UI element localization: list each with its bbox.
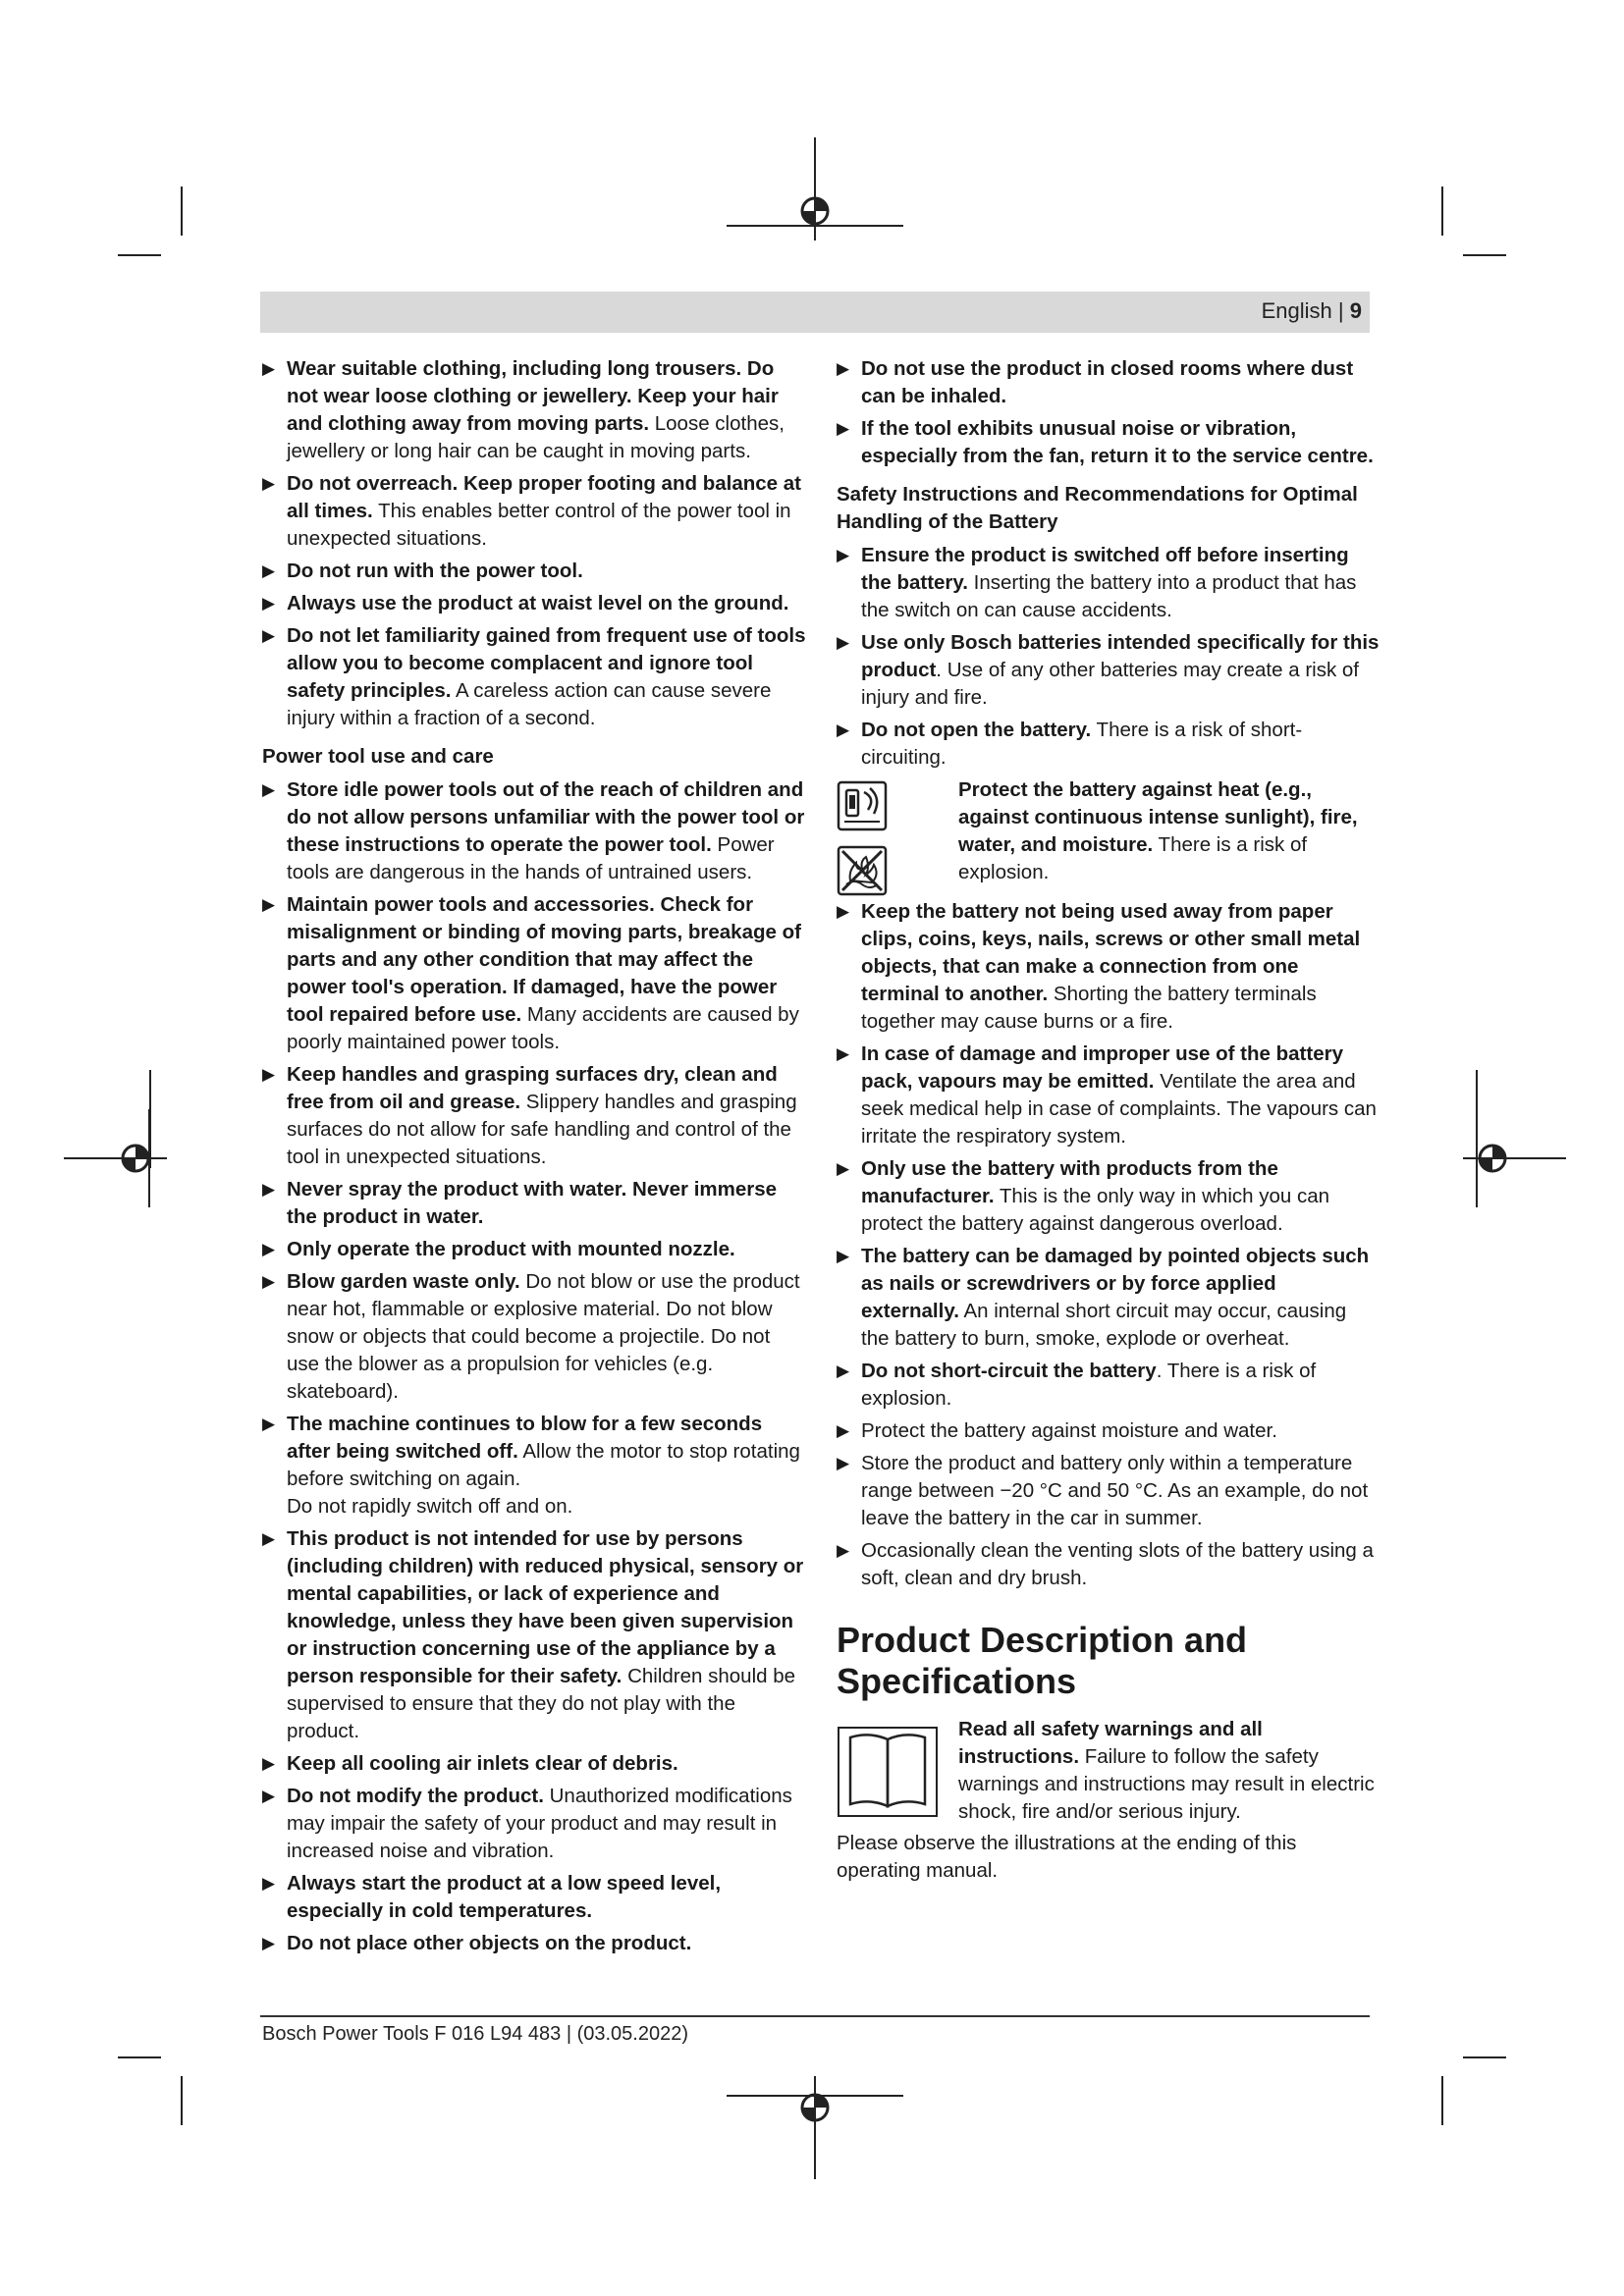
registration-mark-right xyxy=(1463,1099,1571,1217)
item-text: . There is a risk of explosion. xyxy=(861,1360,1317,1410)
triangle-bullet-icon: ▶ xyxy=(837,1044,850,1063)
crop-mark xyxy=(118,254,161,256)
list-item xyxy=(837,415,1380,470)
triangle-bullet-icon: ▶ xyxy=(262,780,276,799)
section-subheading: Power tool use and care xyxy=(262,745,494,768)
list-item xyxy=(837,1358,1380,1413)
list-item xyxy=(262,1176,807,1231)
read-manual-warning xyxy=(837,1716,1380,1826)
right-column xyxy=(837,355,1380,1885)
item-text: Protect the battery against moisture and water. xyxy=(861,1419,1277,1442)
triangle-bullet-icon: ▶ xyxy=(837,1541,850,1560)
list-item xyxy=(837,1417,1380,1445)
list-item xyxy=(262,1783,807,1865)
footer-text: Bosch Power Tools F 016 L94 483 | (03.05.2022) xyxy=(262,2023,688,2045)
triangle-bullet-icon: ▶ xyxy=(262,1240,276,1258)
triangle-bullet-icon: ▶ xyxy=(262,1934,276,1952)
triangle-bullet-icon: ▶ xyxy=(262,1272,276,1291)
item-text: Loose clothes, jewellery or long hair can be caught in moving parts. xyxy=(287,412,785,462)
triangle-bullet-icon: ▶ xyxy=(262,561,276,580)
list-item xyxy=(262,590,807,617)
registration-mark-left xyxy=(59,1099,167,1217)
item-bold-text: Protect the battery against heat (e.g., against continuous intense sunlight), fire, water, and moisture. xyxy=(958,778,1358,856)
item-bold-text: Only operate the product with mounted nozzle. xyxy=(287,1238,735,1260)
list-item xyxy=(262,1750,807,1778)
item-bold-text: Store idle power tools out of the reach of children and do not allow persons unfamiliar with the power tool or these instructions to operate the power tool. xyxy=(287,778,805,856)
list-item xyxy=(837,1041,1380,1150)
triangle-bullet-icon: ▶ xyxy=(262,359,276,378)
item-text: Allow the motor to stop rotating before switching on again. xyxy=(287,1440,800,1490)
item-bold-text: Do not modify the product. xyxy=(287,1785,544,1807)
crop-mark xyxy=(181,187,183,236)
item-bold-text: Keep the battery not being used away from paper clips, coins, keys, nails, screws or other small metal objects, that can make a connection from one terminal to another. xyxy=(861,900,1361,1005)
item-bold-text: If the tool exhibits unusual noise or vibration, especially from the fan, return it to the service centre. xyxy=(861,417,1374,467)
warning-icons xyxy=(837,780,892,904)
triangle-bullet-icon: ▶ xyxy=(262,474,276,493)
header-section: English xyxy=(1261,298,1332,323)
battery-heat-warning xyxy=(837,776,1380,894)
list-item xyxy=(837,1537,1380,1592)
page-number: 9 xyxy=(1349,298,1362,323)
sunlight-hazard-icon xyxy=(837,780,892,839)
list-item xyxy=(837,1450,1380,1532)
item-extra-text: Do not rapidly switch off and on. xyxy=(287,1495,573,1518)
item-bold-text: Always start the product at a low speed level, especially in cold temperatures. xyxy=(287,1872,722,1922)
list-item xyxy=(262,470,807,553)
list-item xyxy=(262,891,807,1056)
item-bold-text: Do not run with the power tool. xyxy=(287,560,583,582)
item-text: Power tools are dangerous in the hands of untrained users. xyxy=(287,833,775,883)
item-bold-text: Always use the product at waist level on the ground. xyxy=(287,592,789,614)
list-item xyxy=(837,629,1380,712)
item-bold-text: The battery can be damaged by pointed objects such as nails or screwdrivers or by force applied externally. xyxy=(861,1245,1370,1322)
item-text: Occasionally clean the venting slots of the battery using a soft, clean and dry brush. xyxy=(861,1539,1374,1589)
list-item xyxy=(837,1243,1380,1353)
item-bold-text: This product is not intended for use by persons (including children) with reduced physical, sensory or mental capabilities, or lack of experience and knowledge, unless they have been given supervision or instruction concerning use of the appliance by a person responsible for their safety. xyxy=(287,1527,804,1687)
triangle-bullet-icon: ▶ xyxy=(262,1180,276,1199)
paragraph: Please observe the illustrations at the ending of this operating manual. xyxy=(837,1832,1297,1882)
header-separator: | xyxy=(1337,298,1344,323)
list-item xyxy=(262,1525,807,1745)
item-bold-text: The machine continues to blow for a few seconds after being switched off. xyxy=(287,1413,763,1463)
list-item xyxy=(262,1411,807,1521)
triangle-bullet-icon: ▶ xyxy=(262,1787,276,1805)
list-item xyxy=(837,717,1380,772)
list-item xyxy=(262,1870,807,1925)
triangle-bullet-icon: ▶ xyxy=(262,594,276,613)
item-text: A careless action can cause severe injury within a fraction of a second. xyxy=(287,679,772,729)
triangle-bullet-icon: ▶ xyxy=(262,895,276,914)
list-item xyxy=(837,1155,1380,1238)
item-bold-text: Maintain power tools and accessories. Check for misalignment or binding of moving parts, breakage of parts and any other condition that may affect the power tool's operation. If damaged, have the power tool repaired before use. xyxy=(287,893,801,1026)
list-item xyxy=(262,1268,807,1406)
item-bold-text: Never spray the product with water. Never immerse the product in water. xyxy=(287,1178,778,1228)
registration-mark-bottom xyxy=(727,2076,903,2184)
item-bold-text: In case of damage and improper use of the battery pack, vapours may be emitted. xyxy=(861,1042,1343,1093)
item-text: This enables better control of the power tool in unexpected situations. xyxy=(287,500,791,550)
item-text: Slippery handles and grasping surfaces do not allow for safe handling and control of the tool in unexpected situations. xyxy=(287,1091,797,1168)
triangle-bullet-icon: ▶ xyxy=(837,902,850,921)
list-item xyxy=(262,355,807,465)
triangle-bullet-icon: ▶ xyxy=(837,419,850,438)
triangle-bullet-icon: ▶ xyxy=(837,721,850,739)
triangle-bullet-icon: ▶ xyxy=(837,633,850,652)
item-text: Store the product and battery only within a temperature range between −20 °C and 50 °C. As an example, do not leave the battery in the car in summer. xyxy=(861,1452,1369,1529)
registration-mark-top xyxy=(727,137,903,245)
item-bold-text: Keep all cooling air inlets clear of debris. xyxy=(287,1752,678,1775)
item-bold-text: Do not use the product in closed rooms where dust can be inhaled. xyxy=(861,357,1354,407)
triangle-bullet-icon: ▶ xyxy=(262,1415,276,1433)
triangle-bullet-icon: ▶ xyxy=(837,1159,850,1178)
list-item xyxy=(262,1236,807,1263)
triangle-bullet-icon: ▶ xyxy=(262,1874,276,1893)
item-text: This is the only way in which you can protect the battery against dangerous overload. xyxy=(861,1185,1330,1235)
list-item xyxy=(837,355,1380,410)
item-bold-text: Ensure the product is switched off before inserting the battery. xyxy=(861,544,1349,594)
left-column xyxy=(262,355,807,1962)
list-item xyxy=(837,898,1380,1036)
item-bold-text: Do not short-circuit the battery xyxy=(861,1360,1157,1382)
list-item xyxy=(262,1061,807,1171)
item-text: Many accidents are caused by poorly maintained power tools. xyxy=(287,1003,799,1053)
page-header xyxy=(260,292,1370,333)
item-bold-text: Blow garden waste only. xyxy=(287,1270,520,1293)
item-text: Unauthorized modifications may impair the safety of your product and may result in increased noise and vibration. xyxy=(287,1785,792,1862)
crop-mark xyxy=(1441,187,1443,236)
warning-text xyxy=(958,1716,1380,1826)
item-bold-text: Do not overreach. Keep proper footing and balance at all times. xyxy=(287,472,801,522)
item-text: Ventilate the area and seek medical help in case of complaints. The vapours can irritate the respiratory system. xyxy=(861,1070,1377,1148)
item-bold-text: Keep handles and grasping surfaces dry, clean and free from oil and grease. xyxy=(287,1063,778,1113)
item-bold-text: Wear suitable clothing, including long trousers. Do not wear loose clothing or jewellery. Keep your hair and clothing away from moving parts. xyxy=(287,357,779,435)
no-fire-water-icon xyxy=(837,845,892,904)
item-bold-text: Use only Bosch batteries intended specifically for this product xyxy=(861,631,1380,681)
list-item xyxy=(262,776,807,886)
triangle-bullet-icon: ▶ xyxy=(262,1754,276,1773)
crop-mark xyxy=(118,2056,161,2058)
item-text: Failure to follow the safety warnings and instructions may result in electric shock, fire and/or serious injury. xyxy=(958,1745,1375,1823)
item-text: There is a risk of short-circuiting. xyxy=(861,719,1303,769)
list-item xyxy=(262,1930,807,1957)
list-item xyxy=(837,542,1380,624)
item-text: There is a risk of explosion. xyxy=(958,833,1308,883)
list-item xyxy=(262,622,807,732)
item-text: Do not blow or use the product near hot, flammable or explosive material. Do not blow snow or objects that could become a projectile. Do not use the blower as a propulsion for vehicles (e.g. skateboard). xyxy=(287,1270,800,1403)
triangle-bullet-icon: ▶ xyxy=(262,626,276,645)
crop-mark xyxy=(1463,2056,1506,2058)
footer-rule xyxy=(260,2015,1370,2017)
section-subheading: Safety Instructions and Recommendations for Optimal Handling of the Battery xyxy=(837,483,1358,533)
triangle-bullet-icon: ▶ xyxy=(837,1421,850,1440)
header-label xyxy=(1262,298,1362,324)
warning-text xyxy=(958,776,1380,886)
read-manual-book-icon xyxy=(837,1726,939,1826)
triangle-bullet-icon: ▶ xyxy=(837,359,850,378)
crop-mark xyxy=(1441,2076,1443,2125)
item-bold-text: Only use the battery with products from the manufacturer. xyxy=(861,1157,1278,1207)
triangle-bullet-icon: ▶ xyxy=(837,1247,850,1265)
triangle-bullet-icon: ▶ xyxy=(262,1065,276,1084)
item-bold-text: Read all safety warnings and all instructions. xyxy=(958,1718,1263,1768)
item-text: An internal short circuit may occur, causing the battery to burn, smoke, explode or overheat. xyxy=(861,1300,1347,1350)
section-heading: Product Description and Specifications xyxy=(837,1620,1248,1701)
triangle-bullet-icon: ▶ xyxy=(837,1362,850,1380)
triangle-bullet-icon: ▶ xyxy=(262,1529,276,1548)
item-text: Shorting the battery terminals together may cause burns or a fire. xyxy=(861,983,1317,1033)
list-item xyxy=(262,558,807,585)
item-text: Children should be supervised to ensure that they do not play with the product. xyxy=(287,1665,796,1742)
item-bold-text: Do not place other objects on the product. xyxy=(287,1932,692,1954)
item-text: . Use of any other batteries may create a risk of injury and fire. xyxy=(861,659,1359,709)
item-text: Inserting the battery into a product that has the switch on can cause accidents. xyxy=(861,571,1357,621)
triangle-bullet-icon: ▶ xyxy=(837,1454,850,1472)
item-bold-text: Do not open the battery. xyxy=(861,719,1092,741)
item-bold-text: Do not let familiarity gained from frequent use of tools allow you to become complacent and ignore tool safety principles. xyxy=(287,624,806,702)
crop-mark xyxy=(1463,254,1506,256)
crop-mark xyxy=(181,2076,183,2125)
triangle-bullet-icon: ▶ xyxy=(837,546,850,564)
